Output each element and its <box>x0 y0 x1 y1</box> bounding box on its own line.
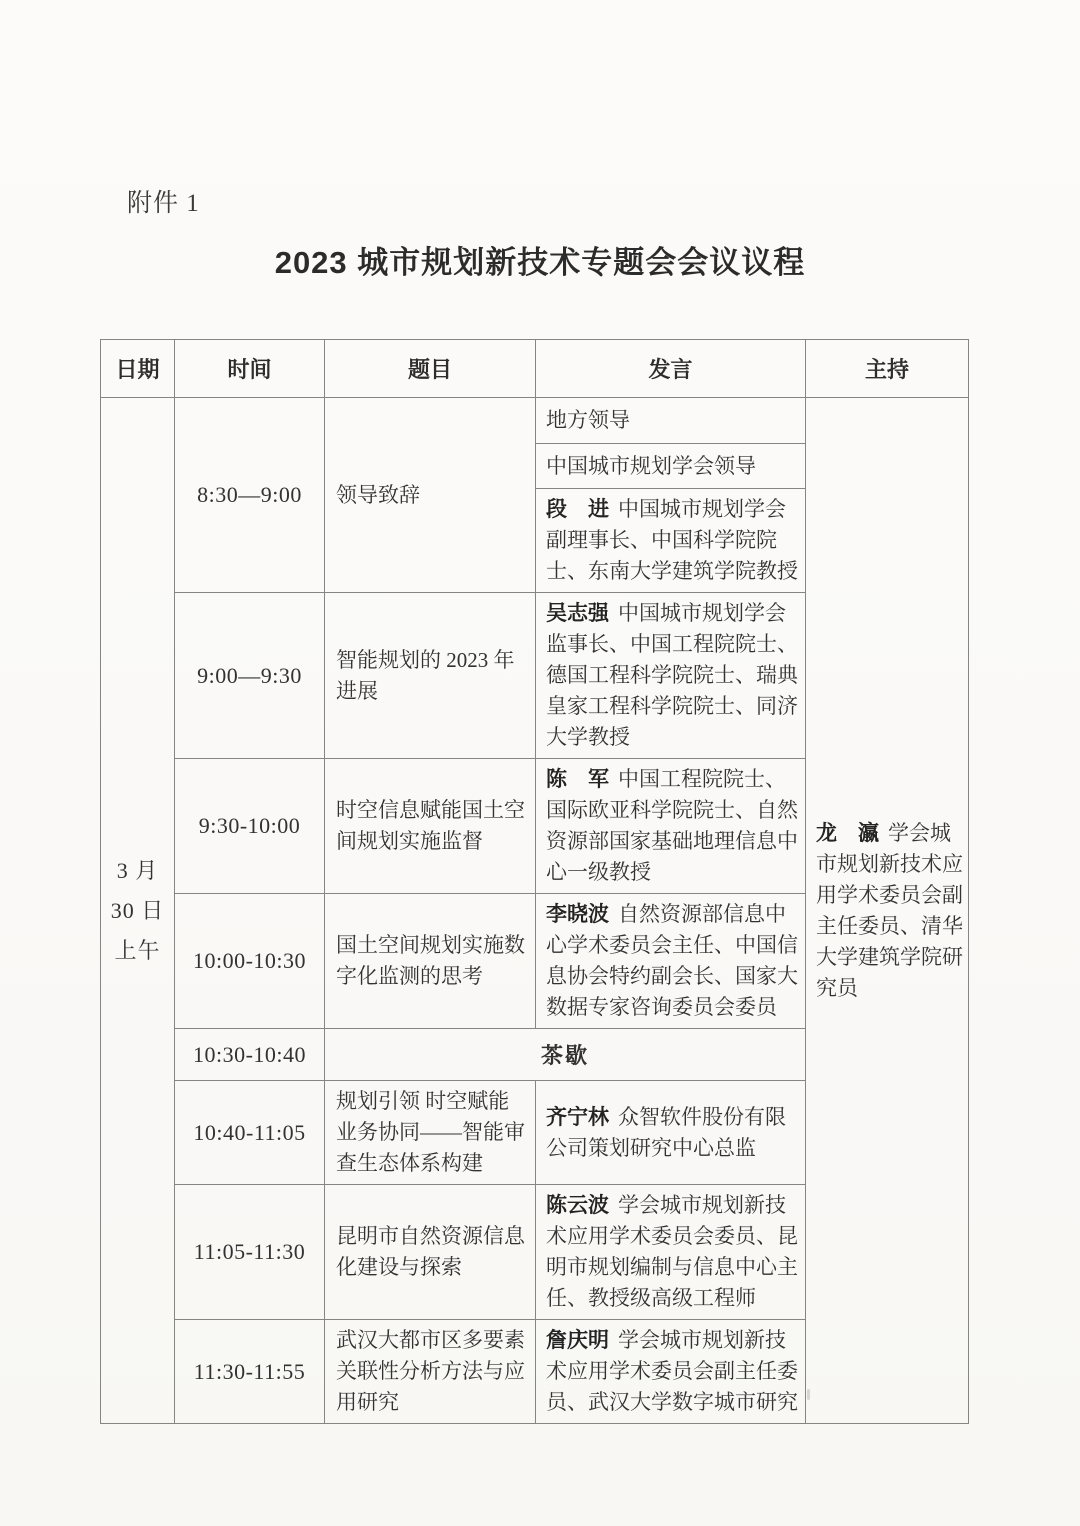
time-cell: 10:40-11:05 <box>175 1081 325 1185</box>
header-host: 主持 <box>806 340 969 398</box>
topic-cell: 时空信息赋能国土空间规划实施监督 <box>325 759 536 894</box>
speaker-cell <box>536 1320 806 1424</box>
header-date: 日期 <box>101 340 175 398</box>
speaker-name: 齐宁林 <box>546 1104 609 1129</box>
date-month: 3 月 <box>116 857 159 883</box>
topic-cell: 领导致辞 <box>325 398 536 593</box>
tea-break-cell: 茶歇 <box>325 1029 806 1081</box>
speaker-cell: 中国城市规划学会领导 <box>536 444 806 489</box>
table-row <box>101 398 969 444</box>
speaker-cell <box>536 489 806 593</box>
host-name: 龙 瀛 <box>816 820 879 845</box>
page-title: 2023 城市规划新技术专题会会议议程 <box>274 245 806 280</box>
speaker-name: 詹庆明 <box>546 1328 609 1352</box>
scan-artifact-mark <box>807 1389 810 1400</box>
speaker-cell: 地方领导 <box>536 398 806 444</box>
time-cell: 9:00—9:30 <box>175 593 325 759</box>
speaker-desc: 自然资源部信息中心学术委员会主任、中国信息协会特约副会长、国家大数据专家咨询委员会委员 <box>546 902 798 1019</box>
speaker-name: 段 进 <box>546 497 609 521</box>
speaker-cell <box>536 1185 806 1320</box>
speaker-desc: 中国工程院院士、国际欧亚科学院院士、自然资源部国家基础地理信息中心一级教授 <box>546 767 798 884</box>
speaker-desc: 众智软件股份有限公司策划研究中心总监 <box>546 1104 786 1160</box>
speaker-desc: 学会城市规划新技术应用学术委员会副主任委员、武汉大学数字城市研究 <box>546 1328 798 1414</box>
speaker-cell <box>536 759 806 894</box>
speaker-name: 陈 军 <box>546 767 609 791</box>
host-desc: 学会城市规划新技术应用学术委员会副主任委员、清华大学建筑学院研究员 <box>816 820 963 1000</box>
speaker-name: 吴志强 <box>546 601 609 625</box>
topic-cell: 智能规划的 2023 年进展 <box>325 593 536 759</box>
speaker-desc: 学会城市规划新技术应用学术委员会委员、昆明市规划编制与信息中心主任、教授级高级工程师 <box>546 1193 798 1310</box>
topic-cell: 昆明市自然资源信息化建设与探索 <box>325 1185 536 1320</box>
table-header-row <box>101 340 969 398</box>
topic-cell: 国土空间规划实施数字化监测的思考 <box>325 894 536 1029</box>
time-cell: 8:30—9:00 <box>175 398 325 593</box>
speaker-cell <box>536 1081 806 1185</box>
time-cell: 9:30-10:00 <box>175 759 325 894</box>
date-day: 30 日 <box>110 897 165 923</box>
time-cell: 10:00-10:30 <box>175 894 325 1029</box>
time-cell: 11:05-11:30 <box>175 1185 325 1320</box>
header-speech: 发言 <box>536 340 806 398</box>
date-period: 上午 <box>114 937 161 963</box>
host-cell <box>806 398 969 1424</box>
time-cell: 10:30-10:40 <box>175 1029 325 1081</box>
attachment-label: 附件 1 <box>127 190 200 217</box>
header-topic: 题目 <box>325 340 536 398</box>
header-time: 时间 <box>175 340 325 398</box>
agenda-table <box>100 339 969 1424</box>
speaker-desc: 中国城市规划学会副理事长、中国科学院院士、东南大学建筑学院教授 <box>546 497 798 583</box>
speaker-name: 陈云波 <box>546 1193 609 1217</box>
time-cell: 11:30-11:55 <box>175 1320 325 1424</box>
speaker-cell <box>536 593 806 759</box>
speaker-name: 李晓波 <box>546 902 609 926</box>
topic-cell: 规划引领 时空赋能业务协同——智能审查生态体系构建 <box>325 1081 536 1185</box>
speaker-cell <box>536 894 806 1029</box>
topic-cell: 武汉大都市区多要素关联性分析方法与应用研究 <box>325 1320 536 1424</box>
speaker-desc: 中国城市规划学会监事长、中国工程院院士、德国工程科学院院士、瑞典皇家工程科学院院士、同济大学教授 <box>546 601 798 749</box>
date-cell <box>101 398 175 1424</box>
